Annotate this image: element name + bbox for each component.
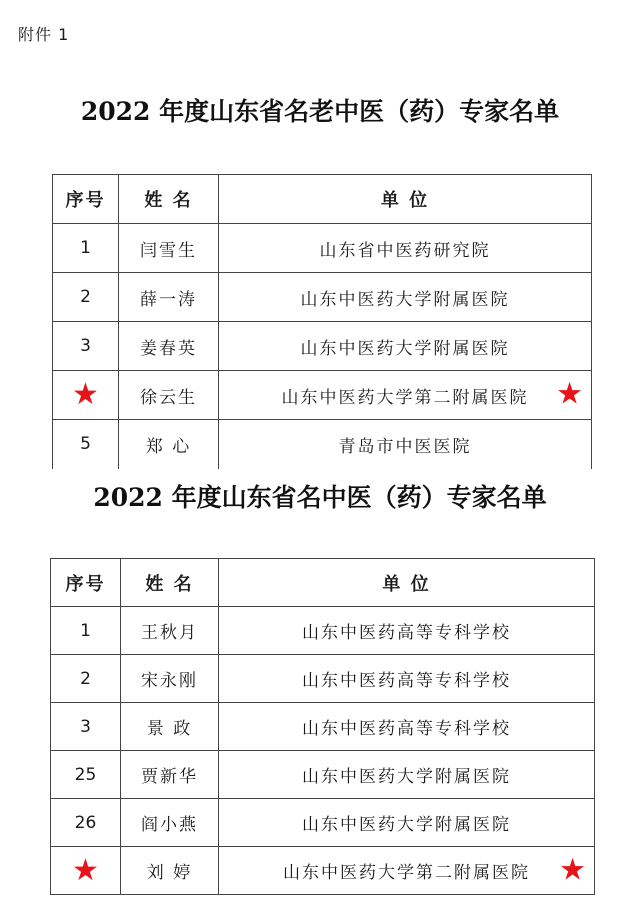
table-row [53, 322, 592, 371]
row-name: 刘 婷 [121, 847, 219, 895]
row-unit-cell [219, 371, 592, 420]
row-name: 贾新华 [121, 751, 219, 799]
table-row [53, 420, 592, 469]
row-no: 3 [51, 703, 121, 751]
section2-title: 2022 年度山东省名中医（药）专家名单 [93, 483, 547, 512]
table-row-highlighted [51, 847, 595, 895]
star-icon: ★ [556, 376, 583, 412]
header-name: 姓 名 [121, 559, 219, 607]
row-no-star-cell [53, 371, 119, 420]
row-name: 徐云生 [119, 371, 219, 420]
row-unit: 山东中医药大学附属医院 [219, 799, 595, 847]
row-no: 5 [53, 420, 119, 469]
table-row [51, 655, 595, 703]
row-no: 1 [53, 224, 119, 273]
row-name: 宋永刚 [121, 655, 219, 703]
table-header-row [51, 559, 595, 607]
table-row [53, 224, 592, 273]
row-no-star-cell [51, 847, 121, 895]
header-no: 序号 [51, 559, 121, 607]
row-name: 姜春英 [119, 322, 219, 371]
row-unit: 山东省中医药研究院 [219, 224, 592, 273]
table-row [51, 703, 595, 751]
table-row [51, 607, 595, 655]
header-unit: 单 位 [219, 175, 592, 224]
table-row-highlighted [53, 371, 592, 420]
row-unit: 山东中医药大学附属医院 [219, 322, 592, 371]
row-name: 郑 心 [119, 420, 219, 469]
row-no: 3 [53, 322, 119, 371]
row-no: 2 [51, 655, 121, 703]
header-no: 序号 [53, 175, 119, 224]
table-row [51, 799, 595, 847]
row-unit: 山东中医药大学附属医院 [219, 751, 595, 799]
row-unit-cell [219, 847, 595, 895]
star-icon: ★ [72, 852, 99, 888]
row-unit: 山东中医药高等专科学校 [219, 655, 595, 703]
row-unit: 山东中医药大学第二附属医院 [281, 387, 529, 408]
row-unit: 山东中医药高等专科学校 [219, 703, 595, 751]
row-unit: 山东中医药高等专科学校 [219, 607, 595, 655]
table-row [51, 751, 595, 799]
row-no: 1 [51, 607, 121, 655]
attachment-label: 附件 1 [18, 25, 70, 44]
table-row [53, 273, 592, 322]
section1-title: 2022 年度山东省名老中医（药）专家名单 [80, 97, 560, 126]
table-header-row [53, 175, 592, 224]
star-icon: ★ [559, 851, 586, 887]
row-no: 2 [53, 273, 119, 322]
section1-table [52, 174, 592, 469]
row-name: 薛一涛 [119, 273, 219, 322]
header-unit: 单 位 [219, 559, 595, 607]
row-unit: 山东中医药大学第二附属医院 [283, 863, 530, 883]
header-name: 姓 名 [119, 175, 219, 224]
row-no: 25 [51, 751, 121, 799]
row-name: 王秋月 [121, 607, 219, 655]
row-name: 景 政 [121, 703, 219, 751]
row-name: 阎小燕 [121, 799, 219, 847]
row-no: 26 [51, 799, 121, 847]
section2-table [50, 558, 595, 895]
row-name: 闫雪生 [119, 224, 219, 273]
row-unit: 青岛市中医医院 [219, 420, 592, 469]
row-unit: 山东中医药大学附属医院 [219, 273, 592, 322]
star-icon: ★ [72, 377, 99, 412]
